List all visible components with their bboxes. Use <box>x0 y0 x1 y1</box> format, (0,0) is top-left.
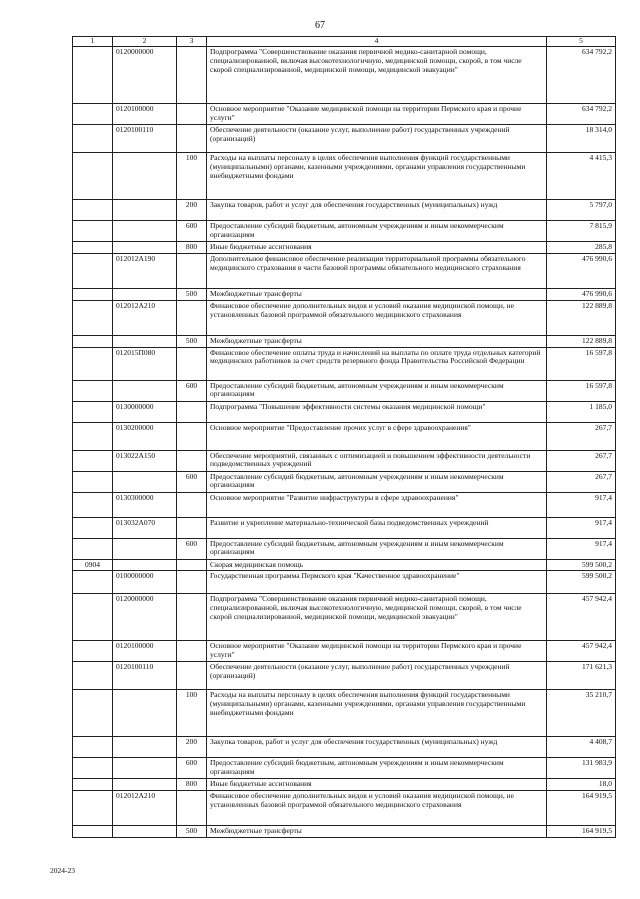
section-code-cell <box>73 471 113 492</box>
target-code-cell <box>113 288 177 300</box>
header-cell-3: 3 <box>177 37 207 47</box>
section-code-cell <box>73 450 113 471</box>
table-body <box>73 37 616 838</box>
target-code-cell <box>113 199 177 220</box>
expense-type-cell <box>177 517 207 538</box>
item-name-cell: Предоставление субсидий бюджетным, автономным учреждениям и иным некоммерческим организациям <box>207 471 547 492</box>
amount-cell: 917,4 <box>547 492 616 517</box>
section-code-cell <box>73 152 113 199</box>
target-code-cell <box>113 758 177 779</box>
amount-cell: 16 597,8 <box>547 380 616 401</box>
target-code-cell: 0130200000 <box>113 422 177 450</box>
section-code-cell: 0904 <box>73 559 113 571</box>
item-name-cell: Подпрограмма "Повышение эффективности системы оказания медицинской помощи" <box>207 401 547 422</box>
table-row <box>73 594 616 641</box>
table-row <box>73 450 616 471</box>
table-row <box>73 347 616 380</box>
section-code-cell <box>73 690 113 737</box>
item-name-cell: Предоставление субсидий бюджетным, автономным учреждениям и иным некоммерческим организациям <box>207 538 547 559</box>
target-code-cell <box>113 779 177 791</box>
amount-cell: 599 500,2 <box>547 571 616 594</box>
amount-cell: 16 597,8 <box>547 347 616 380</box>
item-name-cell: Расходы на выплаты персоналу в целях обеспечения выполнения функций государственными (муниципальными) органами, казенными учреждениями, органами управления государственными внебюджетными фондами <box>207 152 547 199</box>
section-code-cell <box>73 241 113 253</box>
amount-cell: 457 942,4 <box>547 594 616 641</box>
expense-type-cell: 800 <box>177 779 207 791</box>
amount-cell: 122 889,8 <box>547 335 616 347</box>
table-row <box>73 779 616 791</box>
item-name-cell: Предоставление субсидий бюджетным, автономным учреждениям и иным некоммерческим организациям <box>207 380 547 401</box>
table-row <box>73 380 616 401</box>
amount-cell: 171 621,3 <box>547 662 616 690</box>
item-name-cell: Основное мероприятие "Предоставление прочих услуг в сфере здравоохранения" <box>207 422 547 450</box>
table-row <box>73 300 616 335</box>
amount-cell: 476 990,6 <box>547 288 616 300</box>
table-row <box>73 690 616 737</box>
item-name-cell: Скорая медицинская помощь <box>207 559 547 571</box>
target-code-cell: 012015П080 <box>113 347 177 380</box>
table-row <box>73 538 616 559</box>
amount-cell: 18 314,0 <box>547 124 616 152</box>
item-name-cell: Финансовое обеспечение дополнительных видов и условий оказания медицинской помощи, не установленных базовой программой обязательного медицинского страхования <box>207 791 547 826</box>
section-code-cell <box>73 380 113 401</box>
expense-type-cell <box>177 253 207 288</box>
amount-cell: 634 792,2 <box>547 46 616 103</box>
section-code-cell <box>73 571 113 594</box>
section-code-cell <box>73 220 113 241</box>
target-code-cell <box>113 690 177 737</box>
item-name-cell: Основное мероприятие "Оказание медицинской помощи на территории Пермского края и прочие услуги" <box>207 103 547 124</box>
target-code-cell: 0120100110 <box>113 662 177 690</box>
item-name-cell: Предоставление субсидий бюджетным, автономным учреждениям и иным некоммерческим организациям <box>207 220 547 241</box>
target-code-cell <box>113 335 177 347</box>
amount-cell: 35 210,7 <box>547 690 616 737</box>
amount-cell: 5 797,0 <box>547 199 616 220</box>
section-code-cell <box>73 347 113 380</box>
target-code-cell <box>113 380 177 401</box>
target-code-cell: 013022А150 <box>113 450 177 471</box>
amount-cell: 285,8 <box>547 241 616 253</box>
target-code-cell <box>113 737 177 758</box>
item-name-cell: Подпрограмма "Совершенствование оказания первичной медико-санитарной помощи, специализированной, включая высокотехнологичную, медицинской помощи, скорой, в том числе скорой специализированной, медицинской помощи, медицинской эвакуации" <box>207 594 547 641</box>
target-code-cell: 012012А190 <box>113 253 177 288</box>
target-code-cell: 012012А210 <box>113 300 177 335</box>
target-code-cell <box>113 152 177 199</box>
item-name-cell: Финансовое обеспечение оплаты труда и начислений на выплаты по оплате труда отдельных категорий медицинских работников за счет средств резервного фонда Правительства Российской Федерации <box>207 347 547 380</box>
table-row <box>73 46 616 103</box>
page-number: 67 <box>315 20 325 31</box>
item-name-cell: Обеспечение деятельности (оказание услуг, выполнение работ) государственных учреждений (организаций) <box>207 662 547 690</box>
amount-cell: 122 889,8 <box>547 300 616 335</box>
target-code-cell: 0100000000 <box>113 571 177 594</box>
item-name-cell: Дополнительное финансовое обеспечение реализации территориальной программы обязательного медицинского страхования в части базовой программы обязательного медицинского страхования <box>207 253 547 288</box>
table-row <box>73 791 616 826</box>
item-name-cell: Закупка товаров, работ и услуг для обеспечения государственных (муниципальных) нужд <box>207 737 547 758</box>
target-code-cell: 0120100000 <box>113 103 177 124</box>
amount-cell: 4 415,3 <box>547 152 616 199</box>
amount-cell: 267,7 <box>547 471 616 492</box>
target-code-cell <box>113 471 177 492</box>
amount-cell: 267,7 <box>547 450 616 471</box>
expense-type-cell: 200 <box>177 737 207 758</box>
header-cell-1: 1 <box>73 37 113 47</box>
table-row <box>73 124 616 152</box>
table-row <box>73 401 616 422</box>
section-code-cell <box>73 538 113 559</box>
expense-type-cell <box>177 46 207 103</box>
expense-type-cell: 500 <box>177 826 207 838</box>
section-code-cell <box>73 199 113 220</box>
expense-type-cell <box>177 401 207 422</box>
item-name-cell: Предоставление субсидий бюджетным, автономным учреждениям и иным некоммерческим организациям <box>207 758 547 779</box>
budget-table <box>72 36 616 838</box>
item-name-cell: Иные бюджетные ассигнования <box>207 779 547 791</box>
target-code-cell <box>113 559 177 571</box>
expense-type-cell <box>177 641 207 662</box>
target-code-cell <box>113 826 177 838</box>
expense-type-cell <box>177 791 207 826</box>
expense-type-cell <box>177 492 207 517</box>
item-name-cell: Развитие и укрепление материально-технической базы подведомственных учреждений <box>207 517 547 538</box>
footer-code: 2024-23 <box>50 866 75 875</box>
section-code-cell <box>73 103 113 124</box>
amount-cell: 4 408,7 <box>547 737 616 758</box>
table-row <box>73 492 616 517</box>
expense-type-cell: 600 <box>177 758 207 779</box>
expense-type-cell: 600 <box>177 220 207 241</box>
amount-cell: 917,4 <box>547 538 616 559</box>
item-name-cell: Иные бюджетные ассигнования <box>207 241 547 253</box>
section-code-cell <box>73 517 113 538</box>
table-row <box>73 152 616 199</box>
target-code-cell <box>113 241 177 253</box>
target-code-cell: 0120100000 <box>113 641 177 662</box>
table-row <box>73 758 616 779</box>
item-name-cell: Обеспечение мероприятий, связанных с оптимизацией и повышением эффективности деятельности подведомственных учреждений <box>207 450 547 471</box>
expense-type-cell <box>177 571 207 594</box>
amount-cell: 634 792,2 <box>547 103 616 124</box>
expense-type-cell <box>177 594 207 641</box>
amount-cell: 476 990,6 <box>547 253 616 288</box>
table-row <box>73 471 616 492</box>
item-name-cell: Основное мероприятие "Развитие инфраструктуры в сфере здравоохранения" <box>207 492 547 517</box>
table-row <box>73 220 616 241</box>
expense-type-cell <box>177 450 207 471</box>
expense-type-cell <box>177 103 207 124</box>
section-code-cell <box>73 662 113 690</box>
section-code-cell <box>73 335 113 347</box>
amount-cell: 7 815,9 <box>547 220 616 241</box>
expense-type-cell <box>177 300 207 335</box>
table-row <box>73 103 616 124</box>
header-cell-2: 2 <box>113 37 177 47</box>
item-name-cell: Межбюджетные трансферты <box>207 335 547 347</box>
table-row <box>73 559 616 571</box>
amount-cell: 1 185,0 <box>547 401 616 422</box>
section-code-cell <box>73 779 113 791</box>
item-name-cell: Закупка товаров, работ и услуг для обеспечения государственных (муниципальных) нужд <box>207 199 547 220</box>
section-code-cell <box>73 492 113 517</box>
section-code-cell <box>73 46 113 103</box>
table-row <box>73 335 616 347</box>
item-name-cell: Подпрограмма "Совершенствование оказания первичной медико-санитарной помощи, специализированной, включая высокотехнологичную, медицинской помощи, скорой, в том числе скорой специализированной, медицинской помощи, медицинской эвакуации" <box>207 46 547 103</box>
target-code-cell: 0120000000 <box>113 594 177 641</box>
item-name-cell: Обеспечение деятельности (оказание услуг, выполнение работ) государственных учреждений (организаций) <box>207 124 547 152</box>
expense-type-cell: 600 <box>177 380 207 401</box>
item-name-cell: Расходы на выплаты персоналу в целях обеспечения выполнения функций государственными (муниципальными) органами, казенными учреждениями, органами управления государственными внебюджетными фондами <box>207 690 547 737</box>
section-code-cell <box>73 826 113 838</box>
section-code-cell <box>73 791 113 826</box>
header-cell-5: 5 <box>547 37 616 47</box>
table-row <box>73 517 616 538</box>
section-code-cell <box>73 737 113 758</box>
section-code-cell <box>73 401 113 422</box>
expense-type-cell: 100 <box>177 690 207 737</box>
target-code-cell <box>113 538 177 559</box>
target-code-cell: 013032А070 <box>113 517 177 538</box>
amount-cell: 917,4 <box>547 517 616 538</box>
target-code-cell: 0120100110 <box>113 124 177 152</box>
item-name-cell: Межбюджетные трансферты <box>207 826 547 838</box>
header-cell-4: 4 <box>207 37 547 47</box>
table-row <box>73 662 616 690</box>
amount-cell: 599 500,2 <box>547 559 616 571</box>
section-code-cell <box>73 758 113 779</box>
target-code-cell <box>113 220 177 241</box>
table-row <box>73 253 616 288</box>
table-row <box>73 641 616 662</box>
amount-cell: 164 919,5 <box>547 791 616 826</box>
table-row <box>73 288 616 300</box>
expense-type-cell: 600 <box>177 471 207 492</box>
table-row <box>73 241 616 253</box>
target-code-cell: 0120000000 <box>113 46 177 103</box>
item-name-cell: Межбюджетные трансферты <box>207 288 547 300</box>
table-header-row <box>73 37 616 47</box>
expense-type-cell: 500 <box>177 335 207 347</box>
target-code-cell: 0130300000 <box>113 492 177 517</box>
amount-cell: 131 983,9 <box>547 758 616 779</box>
expense-type-cell: 600 <box>177 538 207 559</box>
amount-cell: 457 942,4 <box>547 641 616 662</box>
expense-type-cell <box>177 422 207 450</box>
item-name-cell: Финансовое обеспечение дополнительных видов и условий оказания медицинской помощи, не установленных базовой программой обязательного медицинского страхования <box>207 300 547 335</box>
expense-type-cell: 200 <box>177 199 207 220</box>
expense-type-cell: 100 <box>177 152 207 199</box>
amount-cell: 164 919,5 <box>547 826 616 838</box>
expense-type-cell <box>177 124 207 152</box>
section-code-cell <box>73 641 113 662</box>
section-code-cell <box>73 422 113 450</box>
table-row <box>73 571 616 594</box>
section-code-cell <box>73 124 113 152</box>
table-row <box>73 737 616 758</box>
expense-type-cell: 800 <box>177 241 207 253</box>
target-code-cell: 012012А210 <box>113 791 177 826</box>
section-code-cell <box>73 300 113 335</box>
section-code-cell <box>73 288 113 300</box>
table-row <box>73 422 616 450</box>
section-code-cell <box>73 594 113 641</box>
expense-type-cell <box>177 559 207 571</box>
amount-cell: 18,0 <box>547 779 616 791</box>
expense-type-cell <box>177 347 207 380</box>
expense-type-cell: 500 <box>177 288 207 300</box>
target-code-cell: 0130000000 <box>113 401 177 422</box>
item-name-cell: Государственная программа Пермского края "Качественное здравоохранение" <box>207 571 547 594</box>
table-row <box>73 199 616 220</box>
amount-cell: 267,7 <box>547 422 616 450</box>
expense-type-cell <box>177 662 207 690</box>
section-code-cell <box>73 253 113 288</box>
item-name-cell: Основное мероприятие "Оказание медицинской помощи на территории Пермского края и прочие услуги" <box>207 641 547 662</box>
table-row <box>73 826 616 838</box>
